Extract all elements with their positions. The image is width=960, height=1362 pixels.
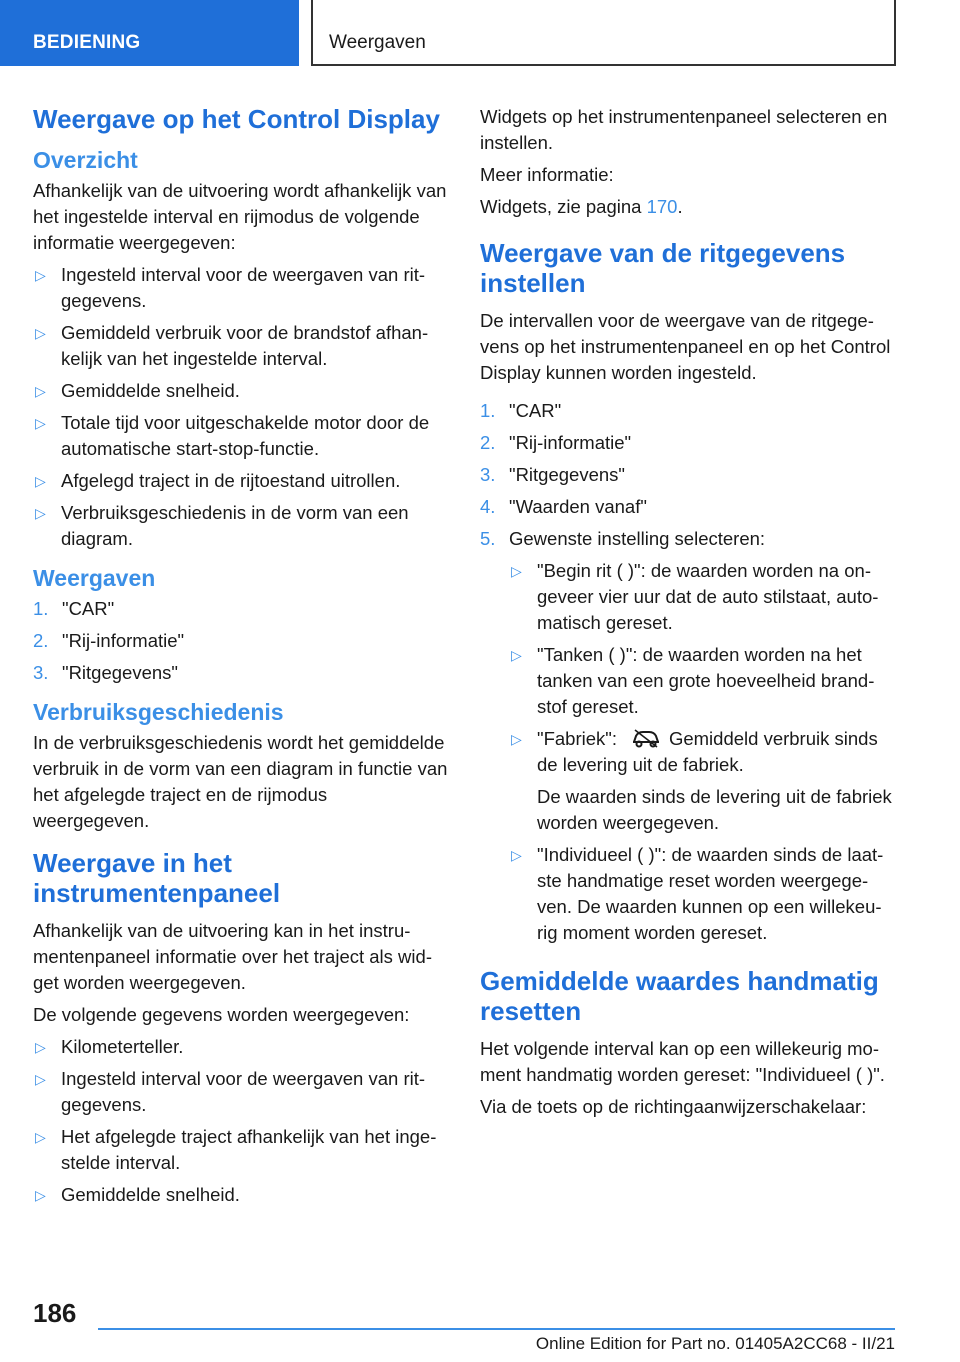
list-item: 1. "CAR" <box>33 598 115 619</box>
paragraph-gegevens: De volgende gegevens worden weergegeven: <box>33 1004 410 1025</box>
list-item: ▷ Verbruiksgeschiedenis in de vorm van een diagram. <box>35 502 409 549</box>
section-tab: BEDIENING <box>0 0 299 66</box>
heading-instrumentenpaneel: Weergave in het instrumentenpaneel <box>33 848 281 908</box>
list-item: ▷ Ingesteld interval voor de weergaven van ritgegevens. <box>35 1068 426 1115</box>
right-column <box>480 104 895 1126</box>
list-item: ▷ "Fabriek": Gemiddeld verbruik sinds de levering uit de fabriek. De waarden sinds de levering uit de fabriek worden weergegeven. <box>509 726 895 836</box>
list-steps <box>480 398 895 946</box>
edition-note: Online Edition for Part no. 01405A2CC68 - II/21 <box>535 1334 895 1353</box>
list-item: 5. Gewenste instelling selecteren: ▷ "Begin rit ( )": de waarden worden na ongeveer vier uur dat de auto stilstaat, automatisch gereset. ▷ "Tanken ( )": de waarden worden na het tanken van een grote hoeveelheid brandstof gereset. ▷ "Fabriek": Gemiddeld verbruik sinds de levering uit de fabriek. De waarden sinds de levering uit de fabriek worden weergegeven. ▷ "Individueel ( )": de waarden sinds de laatste handmatige reset worden weergegeven. De waarden kunnen op een willekeurig moment worden gereset. <box>480 526 895 946</box>
sublist-instellingen <box>509 558 895 946</box>
list-item: ▷ Afgelegd traject in de rijtoestand uitrollen. <box>33 468 448 494</box>
paragraph-ritgegevens: De intervallen voor de weergave van de ritgegevens op het instrumentenpaneel en op het Control Display kunnen worden ingesteld. <box>480 310 891 383</box>
heading-weergaven: Weergaven <box>33 565 156 591</box>
list-item: ▷ Gemiddelde snelheid. <box>33 1182 448 1208</box>
list-item: 2. "Rij-informatie" <box>33 630 185 651</box>
paragraph-meer-informatie: Meer informatie: <box>480 164 614 185</box>
triangle-bullet-icon: ▷ <box>511 731 522 747</box>
triangle-bullet-icon: ▷ <box>511 647 522 663</box>
list-item: ▷ "Begin rit ( )": de waarden worden na ongeveer vier uur dat de auto stilstaat, automatisch gereset. <box>511 560 879 633</box>
list-item: 4. "Waarden vanaf" <box>480 496 647 517</box>
triangle-bullet-icon: ▷ <box>35 415 46 431</box>
footer-divider <box>98 1328 895 1330</box>
list-item: ▷ Totale tijd voor uitgeschakelde motor door de automatische start-stop-functie. <box>35 412 430 459</box>
paragraph-verbruiksgeschiedenis: In de verbruiksgeschiedenis wordt het gemiddelde verbruik in de vorm van een diagram in functie van het afgelegde traject en de rijmodus weergegeven. <box>33 732 448 831</box>
list-item: ▷ Kilometerteller. <box>33 1034 448 1060</box>
paragraph-widgets: Widgets op het instrumentenpaneel selecteren en instellen. <box>480 106 888 153</box>
heading-handmatig-resetten: Gemiddelde waardes handmatig resetten <box>480 966 879 1026</box>
heading-ritgegevens-instellen: Weergave van de ritgegevens instellen <box>480 238 846 298</box>
list-item: ▷ Ingesteld interval voor de weergaven van ritgegevens. <box>35 264 426 311</box>
triangle-bullet-icon: ▷ <box>35 325 46 341</box>
triangle-bullet-icon: ▷ <box>35 1129 46 1145</box>
list-item: ▷ Gemiddelde snelheid. <box>33 378 448 404</box>
chapter-title: Weergaven <box>311 0 896 66</box>
list-item: ▷ Het afgelegde traject afhankelijk van het ingestelde interval. <box>35 1126 437 1173</box>
list-item: 1. "CAR" <box>480 400 562 421</box>
paragraph-fabriek: De waarden sinds de levering uit de fabriek worden weergegeven. <box>537 786 892 833</box>
page-number: 186 <box>33 1298 77 1328</box>
list-item: 3. "Ritgegevens" <box>480 464 625 485</box>
triangle-bullet-icon: ▷ <box>35 505 46 521</box>
triangle-bullet-icon: ▷ <box>35 267 46 283</box>
car-icon <box>631 728 661 748</box>
triangle-bullet-icon: ▷ <box>35 473 46 489</box>
heading-control-display: Weergave op het Control Display <box>33 104 440 134</box>
heading-overzicht: Overzicht <box>33 147 138 173</box>
paragraph-overzicht: Afhankelijk van de uitvoering wordt afhankelijk van het ingestelde interval en rijmodus de volgende informatie weergegeven: <box>33 180 447 253</box>
triangle-bullet-icon: ▷ <box>35 1039 46 1055</box>
list-item: ▷ "Tanken ( )": de waarden worden na het tanken van een grote hoeveelheid brandstof gereset. <box>511 644 875 717</box>
triangle-bullet-icon: ▷ <box>35 1187 46 1203</box>
paragraph-instrumentenpaneel: Afhankelijk van de uitvoering kan in het instrumentenpaneel informatie over het traject als widget worden weergegeven. <box>33 920 432 993</box>
paragraph-reset: Het volgende interval kan op een willekeurig moment handmatig worden gereset: "Individueel ( )". <box>480 1038 885 1085</box>
list-instrumentenpaneel <box>33 1034 448 1208</box>
list-item: 3. "Ritgegevens" <box>33 662 178 683</box>
page-link-170[interactable]: 170 <box>646 196 678 217</box>
list-item: ▷ "Individueel ( )": de waarden sinds de laatste handmatige reset worden weergegeven. De waarden kunnen op een willekeurig moment worden gereset. <box>511 844 884 943</box>
list-weergaven <box>33 596 448 686</box>
list-item: 2. "Rij-informatie" <box>480 432 632 453</box>
triangle-bullet-icon: ▷ <box>511 563 522 579</box>
page-header <box>0 0 960 66</box>
paragraph-toets: Via de toets op de richtingaanwijzerschakelaar: <box>480 1096 867 1117</box>
list-overzicht <box>33 262 448 552</box>
left-column <box>33 100 448 1214</box>
triangle-bullet-icon: ▷ <box>35 383 46 399</box>
list-item: ▷ Gemiddeld verbruik voor de brandstof afhankelijk van het ingestelde interval. <box>35 322 429 369</box>
triangle-bullet-icon: ▷ <box>35 1071 46 1087</box>
triangle-bullet-icon: ▷ <box>511 847 522 863</box>
paragraph-widgets-ref: Widgets, zie pagina 170. <box>480 196 683 217</box>
heading-verbruiksgeschiedenis: Verbruiksgeschiedenis <box>33 699 284 725</box>
